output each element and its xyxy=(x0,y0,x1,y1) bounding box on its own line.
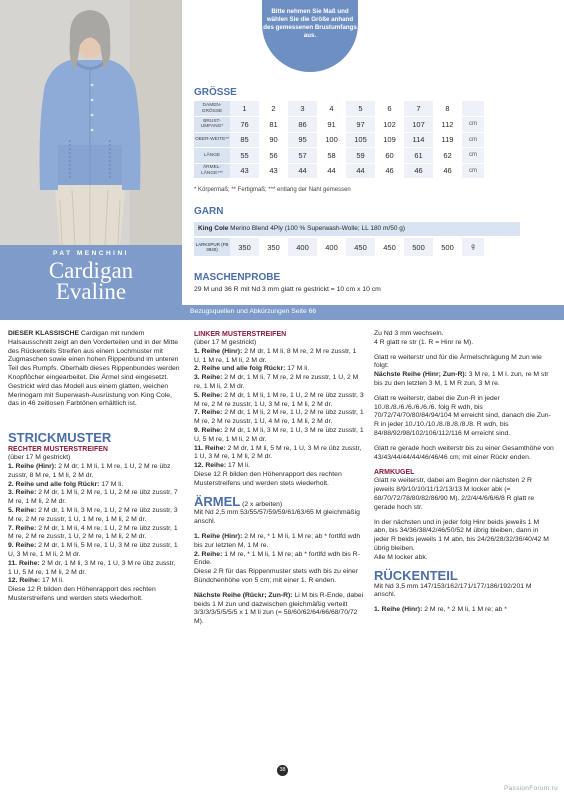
subsection-heading: LINKER MUSTERSTREIFEN xyxy=(194,331,287,338)
paragraph: (über 17 M gestrickt) xyxy=(8,454,71,462)
table-cell: 400 xyxy=(317,238,346,256)
row-text: 1 M re, * 1 M li, 1 M re; ab * fortlfd wdh bis R-Ende. xyxy=(194,550,360,567)
row-text: 17 M li. xyxy=(226,462,250,470)
table-row xyxy=(194,101,484,117)
yarn-color-label: LARKSPUR (FB 3940) xyxy=(194,238,230,256)
row-instruction xyxy=(8,560,180,578)
table-cell: 58 xyxy=(317,148,346,164)
section-subtitle: (2 x arbeiten) xyxy=(240,500,283,508)
measure-hint-bubble: Bitte nehmen Sie Maß und wählen Sie die Größe anhand des gemessenen Brustumfangs aus. xyxy=(262,0,358,72)
row-label: 1. Reihe (Hinr): xyxy=(194,347,243,355)
row-instruction xyxy=(194,427,364,445)
row-label: 9. Reihe: xyxy=(194,426,223,434)
row-text: 2 M dr, 1 M li, 3 M re, 1 U, 2 M re übz zusstr, 3 M re, 2 M re zusstr, 1 U, 1 M re, 1 M li, 2 M dr. xyxy=(8,506,178,523)
table-cell: 43 xyxy=(230,163,259,179)
row-instruction xyxy=(8,577,180,586)
table-cell: 61 xyxy=(404,148,433,164)
row-label: LÄNGE xyxy=(194,148,230,164)
row-instruction xyxy=(194,592,364,627)
table-row xyxy=(194,148,484,164)
author-name: PAT MENCHINI xyxy=(53,250,129,257)
row-instruction xyxy=(194,374,364,392)
table-cell: 46 xyxy=(404,163,433,179)
table-cell: 81 xyxy=(259,117,288,133)
row-text: 17 M li. xyxy=(40,577,64,585)
gauge-heading: MASCHENPROBE xyxy=(194,272,281,283)
table-cell: 450 xyxy=(375,238,404,256)
table-cell: 350 xyxy=(259,238,288,256)
row-instruction xyxy=(194,551,364,569)
table-row xyxy=(194,163,484,179)
table-cell: 5 xyxy=(346,101,375,117)
table-cell: 500 xyxy=(433,238,462,256)
row-label: 3. Reihe: xyxy=(8,489,37,497)
paragraph: Glatt re weiterstr, dabei am Beginn der nächsten 2 R jeweils 8/9/10/10/11/12/13/13 M locker abk (= 68/70/72/78/80/82/86/90 M). 2/2/4/4/6/6/6/8 R glatt re gerade hoch str. xyxy=(374,477,535,511)
table-cell: 500 xyxy=(404,238,433,256)
table-cell: 3 xyxy=(288,101,317,117)
row-label: 11. Reihe: xyxy=(194,444,226,452)
page-number: 38 xyxy=(277,765,288,776)
row-text: 2 M dr, 1 M li, 2 M re, 1 U, 2 M re übz zusstr, 1 M re, 2 M re zusstr, 1 U, 4 M re, 1 M li, 2 M dr. xyxy=(194,409,364,426)
table-cell: 85 xyxy=(230,132,259,148)
table-cell: 4 xyxy=(317,101,346,117)
table-cell: 86 xyxy=(288,117,317,133)
yarn-brand: King Cole xyxy=(198,225,229,232)
table-cell: 100 xyxy=(317,132,346,148)
section-heading-row xyxy=(194,495,364,510)
row-text: 2 M re, * 2 M li, 1 M re; ab * xyxy=(422,606,507,614)
paragraph: (über 17 M gestrickt) xyxy=(194,339,257,346)
row-text: 2 M dr, 1 M li, 1 M re, 1 U, 2 M re übz zusstr, 8 M re, 1 M li, 2 M dr. xyxy=(8,462,171,479)
model-photo xyxy=(0,0,182,245)
row-label: 5. Reihe: xyxy=(8,506,37,514)
yarn-detail: Merino Blend 4Ply (100 % Superwash-Wolle; LL 180 m/50 g) xyxy=(228,225,406,232)
table-cell: 102 xyxy=(375,117,404,133)
row-label: DAMEN-GRÖSSE xyxy=(194,101,230,117)
size-table xyxy=(194,101,484,179)
row-text: 3 M re, 1 M I. zun, re M str bis zu den letzten 3 M, 1 M R zun, 3 M re. xyxy=(374,371,549,387)
row-label: Nächste Reihe (Rückr; Zun-R): xyxy=(194,591,293,599)
table-cell: 57 xyxy=(288,148,317,164)
table-cell: 43 xyxy=(259,163,288,179)
gauge-text: 29 M und 36 R mit Nd 3 mm glatt re gestrickt = 10 cm x 10 cm xyxy=(194,286,381,293)
row-instruction xyxy=(8,525,180,543)
table-cell: 2 xyxy=(259,101,288,117)
table-cell: 91 xyxy=(317,117,346,133)
column-3 xyxy=(374,330,554,615)
row-label: 2. Reihe und alle folg Rückr: xyxy=(8,480,100,488)
row-label: 12. Reihe: xyxy=(194,462,227,470)
table-cell: 1 xyxy=(230,101,259,117)
row-text: 2 M dr, 1 M li, 3 M re, 1 U, 3 M re übz zusstr, 1 U, 5 M re, 1 M li, 2 M dr. xyxy=(8,559,176,576)
row-label: BRUST-UMFANG* xyxy=(194,117,230,133)
unit-cell: g xyxy=(462,238,484,256)
table-cell: 55 xyxy=(230,148,259,164)
section-heading: ÄRMEL xyxy=(194,493,241,509)
table-cell: 97 xyxy=(346,117,375,133)
table-cell: 7 xyxy=(404,101,433,117)
row-text: 2 M dr, 1 M li, 5 M re, 1 U, 3 M re übz zusstr, 1 U, 3 M re, 1 M li, 2 M dr. xyxy=(194,444,362,461)
row-text: 17 M li. xyxy=(285,365,310,373)
row-label: 2. Reihe: xyxy=(194,550,223,558)
row-instruction xyxy=(194,409,364,427)
table-cell: 450 xyxy=(346,238,375,256)
row-text: 2 M dr, 1 M li, 1 M re, 1 U, 2 M re übz zusstr, 3 M re, 2 M re zusstr, 1 U, 3 M re, 1 M li, 2 M dr. xyxy=(194,391,364,408)
row-instruction xyxy=(194,445,364,463)
paragraph: Alle M locker abk. xyxy=(374,553,428,561)
paragraph: Diese 2 R für das Rippenmuster stets wdh bis zu einer Bündchenhöhe von 5 cm; mit einer 1. R enden. xyxy=(194,568,358,584)
yarn-description xyxy=(194,222,520,236)
row-instruction xyxy=(194,365,364,374)
row-label: 2. Reihe und alle folg Rückr: xyxy=(194,365,286,373)
row-text: 2 M dr, 1 M li, 5 M re, 1 U, 3 M re übz zusstr, 1 U, 3 M re, 1 M li, 2 M dr. xyxy=(8,542,178,558)
table-cell: 59 xyxy=(346,148,375,164)
row-label: 5. Reihe: xyxy=(194,391,223,399)
yarn-table xyxy=(194,238,484,256)
paragraph: Glatt re gerade hoch weiterstr bis zu einer Gesamthöhe von 43/43/44/44/44/46/46/46 cm; mit einer Rückr enden. xyxy=(374,444,554,461)
model-photo-illustration xyxy=(0,0,182,245)
row-text: 2 M dr, 1 M li, 4 M re, 1 U, 2 M re übz zusstr, 1 M re, 2 M re zusstr, 1 U, 2 M re, 1 M li, 2 M dr. xyxy=(8,524,178,541)
sources-strip: Bezugsquellen und Abkürzungen Seite 66 xyxy=(182,305,564,320)
row-label: 12. Reihe: xyxy=(8,577,41,585)
unit-cell xyxy=(462,101,484,117)
pattern-title-line2: Evaline xyxy=(55,279,127,304)
row-instruction xyxy=(8,463,180,481)
column-1 xyxy=(8,330,180,604)
table-row xyxy=(194,132,484,148)
table-cell: 107 xyxy=(404,117,433,133)
table-row xyxy=(194,238,484,256)
row-instruction xyxy=(8,481,180,490)
table-cell: 350 xyxy=(230,238,259,256)
table-cell: 114 xyxy=(404,132,433,148)
row-label: 3. Reihe: xyxy=(194,374,223,382)
row-instruction xyxy=(194,348,364,366)
subsection-heading: RECHTER MUSTERSTREIFEN xyxy=(8,446,108,454)
row-text: 2 M re, * 1 M li, 1 M re; ab * fortlfd wdh bis zur letzten M, 1 M re. xyxy=(194,532,361,549)
table-cell: 400 xyxy=(288,238,317,256)
unit-cell: cm xyxy=(462,163,484,179)
unit-cell: cm xyxy=(462,148,484,164)
intro-text: Cardigan mit rundem Halsausschnitt zeigt an den Vorderteilen und in der Mitte des Rückenteils Streifen aus einem Lochmuster mit Zugmaschen sowie einen hohen Rippenbund im unteren Teil des Rumpfs. Oberhalb dieses Rippenbundes werden Knopflöcher eingearbeitet. Die Ärmel sind eingesetzt. Gestrickt wird das Modell aus einem glatten, weichen Merinogarn mit Superwash-Ausrüstung von King Cole, das in 46 zeitlosen Farbtönen erhältlich ist. xyxy=(8,330,180,408)
row-instruction xyxy=(194,462,364,471)
table-cell: 44 xyxy=(288,163,317,179)
table-cell: 56 xyxy=(259,148,288,164)
paragraph: In der nächsten und in jeder folg Hinr beids jeweils 1 M abn, bis 34/36/38/42/46/50/52 M übrig bleiben, dann in jeder R beids jeweils 1 M abn, bis 24/26/28/32/36/40/42 M übrig bleiben. xyxy=(374,518,549,552)
column-2 xyxy=(194,330,364,627)
row-label: OBER-WEITE** xyxy=(194,132,230,148)
table-row xyxy=(194,117,484,133)
row-label: 7. Reihe: xyxy=(8,524,37,532)
intro-lead: DIESER KLASSISCHE xyxy=(8,330,80,337)
size-footnote: * Körpermaß; ** Fertigmaß; *** entlang der Naht gemessen xyxy=(194,187,351,193)
paragraph: Diese 12 R bilden den Höhenrapport des rechten Musterstreifens und werden stets wiederholt. xyxy=(194,470,342,487)
intro-paragraph xyxy=(8,330,180,409)
paragraph: Mit Nd 2,5 mm 53/55/57/59/59/61/63/65 M gleichmäßig anschl. xyxy=(194,509,360,526)
table-cell: 105 xyxy=(346,132,375,148)
row-instruction xyxy=(374,606,554,615)
table-cell: 119 xyxy=(433,132,462,148)
table-cell: 109 xyxy=(375,132,404,148)
table-cell: 62 xyxy=(433,148,462,164)
title-box xyxy=(0,245,182,320)
paragraph: Glatt re weiterstr, dabei die Zun-R in jeder 10./8./8./6./6./6./6./6. folg R wdh, bis 70/72/74/70/80/84/94/104 M erreicht sind, danach die Zun-R in jeder 10./10./10./8./8./8./8./8. R wdh, bis 84/88/92/98/102/106/112/116 M erreicht sind. xyxy=(374,394,551,437)
table-cell: 76 xyxy=(230,117,259,133)
table-cell: 90 xyxy=(259,132,288,148)
row-text: 2 M dr, 1 M li, 8 M re, 2 M re zusstr, 1 U, 1 M re, 1 M li, 2 M dr. xyxy=(194,347,357,364)
section-heading: RÜCKENTEIL xyxy=(374,567,458,583)
row-label: 11. Reihe: xyxy=(8,559,40,567)
row-label: 1. Reihe (Hinr): xyxy=(8,462,57,470)
watermark: PassionForum.ru xyxy=(504,785,558,792)
row-text: Li M bis R-Ende, dabei beids 1 M zun und dazwischen gleichmäßig verteilt 3/3/3/3/5/5/5/5 x 1 M li zun (= 58/60/62/64/66/68/70/72 M). xyxy=(194,591,364,626)
yarn-heading: GARN xyxy=(194,206,224,217)
row-instruction xyxy=(8,507,180,525)
subsection-heading: ARMKUGEL xyxy=(374,469,415,477)
row-label: 1. Reihe (Hinr): xyxy=(194,532,243,540)
row-instruction xyxy=(194,533,364,551)
row-instruction xyxy=(194,392,364,410)
paragraph: Diese 12 R bilden den Höhenrapport des rechten Musterstreifens und werden stets wiederholt. xyxy=(8,586,156,602)
table-cell: 46 xyxy=(375,163,404,179)
table-cell: 60 xyxy=(375,148,404,164)
table-cell: 44 xyxy=(317,163,346,179)
table-cell: 95 xyxy=(288,132,317,148)
table-cell: 46 xyxy=(433,163,462,179)
row-label: Nächste Reihe (Hinr; Zun-R): xyxy=(374,371,467,379)
row-instruction xyxy=(8,542,180,560)
table-cell: 8 xyxy=(433,101,462,117)
section-heading: STRICKMUSTER xyxy=(8,430,112,446)
unit-cell: cm xyxy=(462,117,484,133)
row-instruction xyxy=(374,371,554,389)
paragraph: Glatt re weiterstr und für die Ärmelschrägung M zun wie folgt: xyxy=(374,353,542,370)
row-label: 9. Reihe: xyxy=(8,542,37,550)
unit-cell: cm xyxy=(462,132,484,148)
table-cell: 6 xyxy=(375,101,404,117)
row-text: 2 M dr, 1 M li, 3 M re, 1 U, 3 M re übz zusstr, 1 U, 5 M re, 1 M li, 2 M dr. xyxy=(194,426,364,443)
row-label: 7. Reihe: xyxy=(194,409,223,417)
row-instruction xyxy=(8,489,180,507)
row-label: ÄRMEL-LÄNGE*** xyxy=(194,163,230,179)
row-label: 1. Reihe (Hinr): xyxy=(374,606,423,614)
row-text: 17 M li. xyxy=(99,480,124,488)
paragraph: Zu Nd 3 mm wechseln. xyxy=(374,330,444,337)
row-text: 2 M dr, 1 M li, 2 M re, 1 U, 2 M re übz zusstr, 7 M re, 1 M li, 2 M dr. xyxy=(8,489,178,506)
size-heading: GRÖSSE xyxy=(194,87,237,98)
pattern-title-line1: Cardigan xyxy=(48,258,134,283)
table-cell: 112 xyxy=(433,117,462,133)
paragraph: Mit Nd 3,5 mm 147/153/162/171/177/186/192/201 M anschl. xyxy=(374,582,532,599)
row-text: 2 M dr, 1 M li, 7 M re, 2 M re zusstr, 1 U, 2 M re, 1 M li, 2 M dr. xyxy=(194,374,359,390)
table-cell: 44 xyxy=(346,163,375,179)
paragraph: 4 R glatt re str (1. R = Hinr re M). xyxy=(374,338,474,346)
